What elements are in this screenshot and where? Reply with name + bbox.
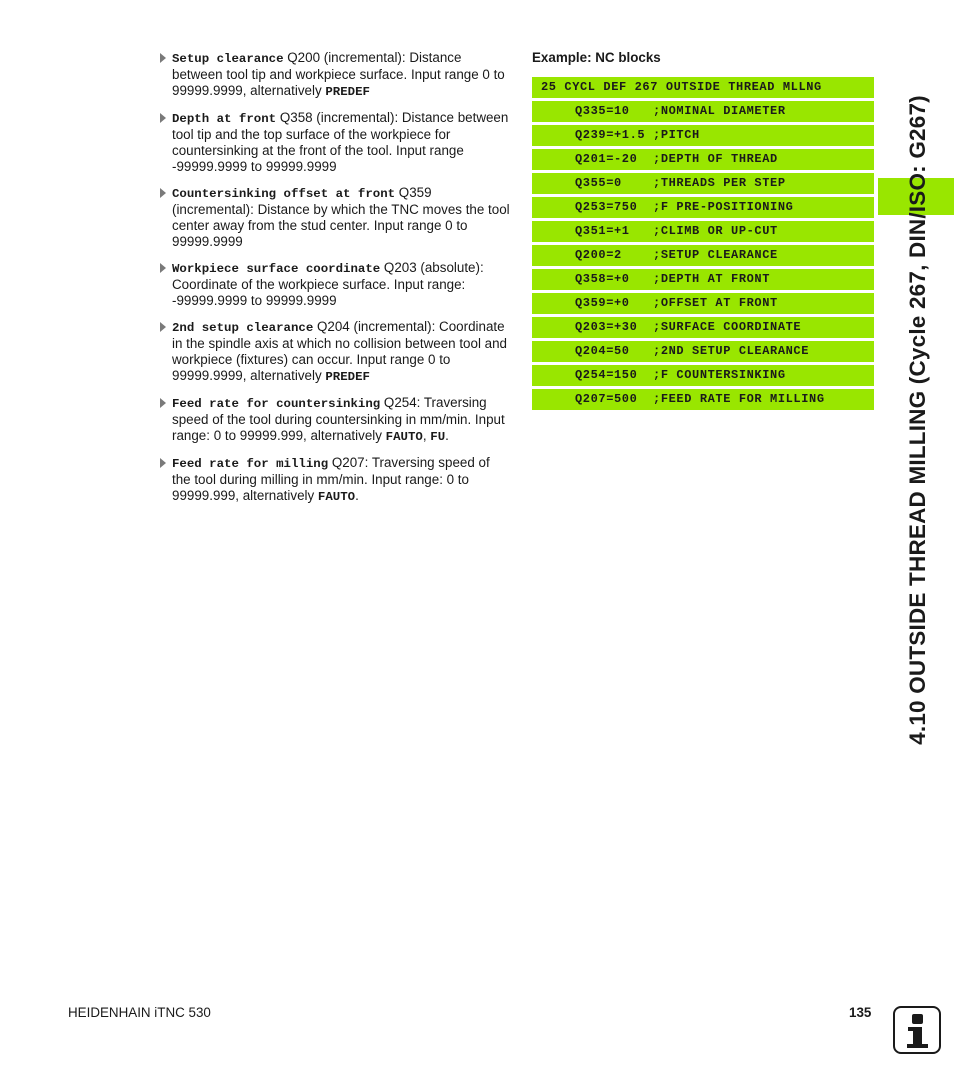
parameter-description: Q204 (incremental): Coordinate in the spindle axis at which no collision between tool and workpiece (fixtures) can occur. Input range 0 to 99999.9999, alternatively — [172, 319, 507, 383]
nc-block-line: Q335=10 ;NOMINAL DIAMETER — [532, 101, 874, 122]
parameter-name: Feed rate for milling — [172, 457, 329, 471]
triangle-bullet-icon — [160, 113, 166, 123]
nc-block-line: Q203=+30 ;SURFACE COORDINATE — [532, 317, 874, 338]
nc-block-line: Q254=150 ;F COUNTERSINKING — [532, 365, 874, 386]
parameter-description: Q203 (absolute): Coordinate of the workpiece surface. Input range: -99999.9999 to 99999.9999 — [172, 260, 484, 308]
page-number: 135 — [849, 1005, 872, 1020]
nc-block-line: Q204=50 ;2ND SETUP CLEARANCE — [532, 341, 874, 362]
parameter-end: . — [355, 488, 359, 503]
parameter-item — [158, 395, 510, 445]
nc-block-line: Q239=+1.5 ;PITCH — [532, 125, 874, 146]
parameter-item — [158, 319, 510, 385]
parameter-name: 2nd setup clearance — [172, 321, 314, 335]
triangle-bullet-icon — [160, 188, 166, 198]
nc-block-line: Q351=+1 ;CLIMB OR UP-CUT — [532, 221, 874, 242]
nc-block-line: 25 CYCL DEF 267 OUTSIDE THREAD MLLNG — [532, 77, 874, 98]
parameter-separator: , — [422, 428, 431, 443]
parameter-item — [158, 455, 510, 505]
info-icon — [893, 1006, 941, 1054]
triangle-bullet-icon — [160, 458, 166, 468]
triangle-bullet-icon — [160, 263, 166, 273]
parameter-name: Workpiece surface coordinate — [172, 262, 381, 276]
parameter-description: Q359 (incremental): Distance by which the TNC moves the tool center away from the stud center. Input range 0 to 99999.9999 — [172, 185, 510, 249]
parameter-description: Q200 (incremental): Distance between tool tip and workpiece surface. Input range 0 to 99999.9999, alternatively — [172, 50, 505, 98]
nc-block-line: Q207=500 ;FEED RATE FOR MILLING — [532, 389, 874, 410]
parameter-item — [158, 185, 510, 250]
parameter-list — [158, 50, 510, 515]
nc-block-line: Q201=-20 ;DEPTH OF THREAD — [532, 149, 874, 170]
parameter-name: Depth at front — [172, 112, 277, 126]
parameter-description: Q207: Traversing speed of the tool during milling in mm/min. Input range: 0 to 99999.999, alternatively — [172, 455, 490, 503]
parameter-code: PREDEF — [325, 370, 370, 384]
parameter-name: Feed rate for countersinking — [172, 397, 381, 411]
triangle-bullet-icon — [160, 398, 166, 408]
parameter-item — [158, 110, 510, 175]
parameter-item — [158, 50, 510, 100]
footer-publisher: HEIDENHAIN iTNC 530 — [68, 1005, 211, 1020]
parameter-code: FU — [430, 430, 446, 444]
nc-block-line: Q359=+0 ;OFFSET AT FRONT — [532, 293, 874, 314]
nc-example — [532, 50, 874, 413]
triangle-bullet-icon — [160, 53, 166, 63]
nc-block-line: Q355=0 ;THREADS PER STEP — [532, 173, 874, 194]
nc-block-line: Q253=750 ;F PRE-POSITIONING — [532, 197, 874, 218]
parameter-description: Q358 (incremental): Distance between tool tip and the top surface of the workpiece for countersinking at the front of the tool. Input range -99999.9999 to 99999.9999 — [172, 110, 509, 174]
parameter-code: PREDEF — [325, 85, 370, 99]
nc-block-line: Q200=2 ;SETUP CLEARANCE — [532, 245, 874, 266]
parameter-name: Setup clearance — [172, 52, 284, 66]
triangle-bullet-icon — [160, 322, 166, 332]
nc-block-line: Q358=+0 ;DEPTH AT FRONT — [532, 269, 874, 290]
example-title: Example: NC blocks — [532, 50, 661, 65]
parameter-description: Q254: Traversing speed of the tool during countersinking in mm/min. Input range: 0 to 99999.999, alternatively — [172, 395, 505, 443]
parameter-code: FAUTO — [385, 430, 423, 444]
parameter-code: FAUTO — [317, 490, 356, 504]
section-title: 4.10 OUTSIDE THREAD MILLING (Cycle 267, DIN/ISO: G267) — [905, 95, 930, 745]
parameter-end: . — [445, 428, 449, 443]
parameter-name: Countersinking offset at front — [172, 187, 396, 201]
parameter-item — [158, 260, 510, 309]
